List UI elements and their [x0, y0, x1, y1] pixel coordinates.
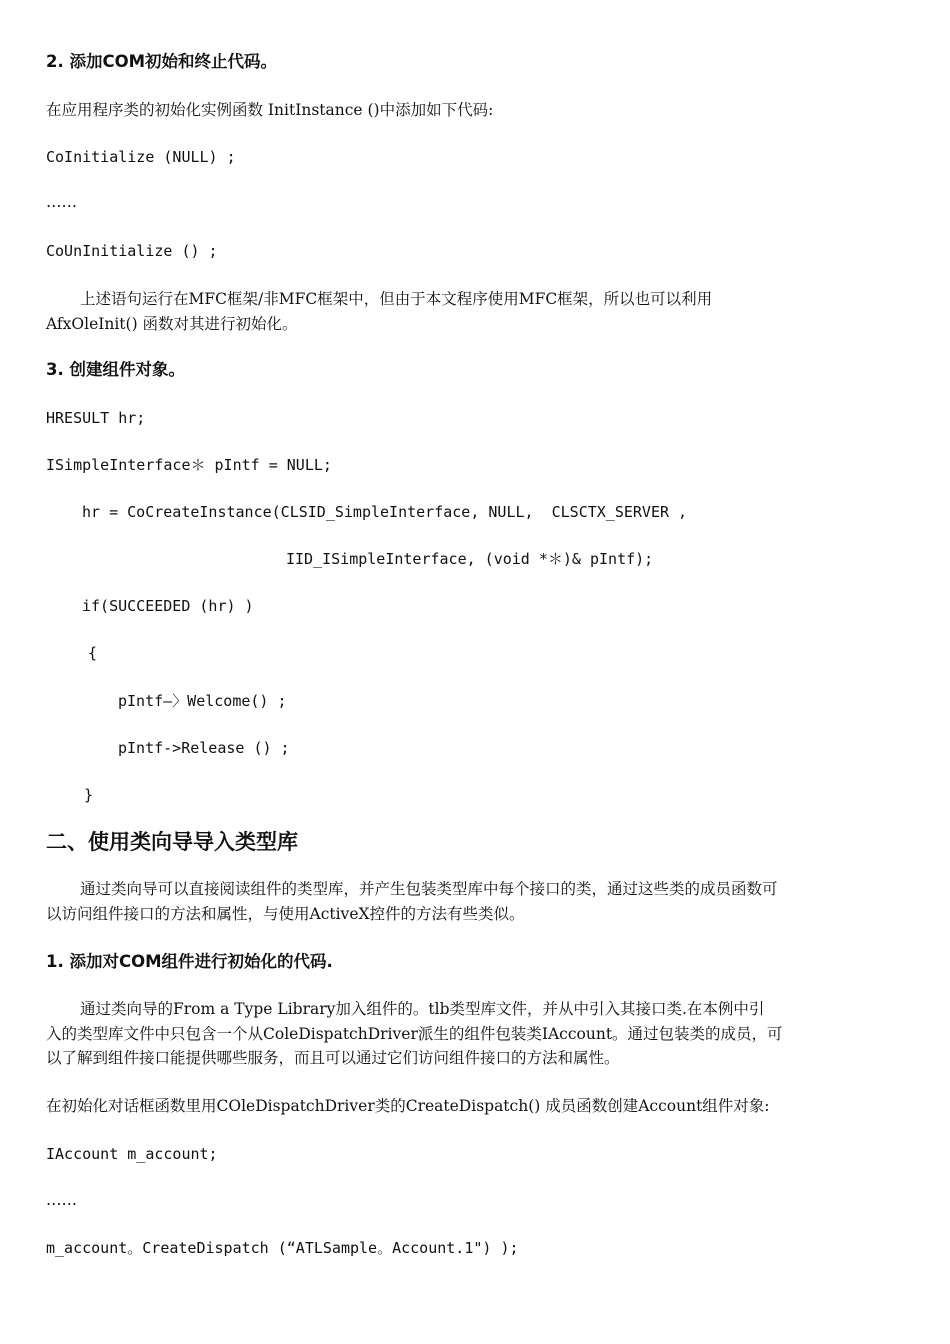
code-cocreateinstance-line-1: hr = CoCreateInstance(CLSID_SimpleInterface, NULL, CLSCTX_SERVER , [82, 503, 688, 521]
paragraph-wizard-line-2: 以访问组件接口的方法和属性，与使用ActiveX控件的方法有些类似。 [46, 905, 525, 923]
ellipsis-line: …… [46, 1191, 77, 1209]
code-coinitialize: CoInitialize (NULL) ; [46, 148, 236, 166]
code-iaccount-declaration: IAccount m_account; [46, 1145, 218, 1163]
section-heading-init-com: 1. 添加对COM组件进行初始化的代码. [46, 952, 333, 971]
section-heading-create-object: 3. 创建组件对象。 [46, 360, 185, 379]
paragraph-add-code-intro: 在应用程序类的初始化实例函数 InitInstance ()中添加如下代码: [46, 101, 494, 119]
code-hresult: HRESULT hr; [46, 409, 146, 427]
paragraph-mfc-line-1: 上述语句运行在MFC框架/非MFC框架中，但由于本文程序使用MFC框架，所以也可以利用 [80, 290, 713, 308]
paragraph-wizard-line-1: 通过类向导可以直接阅读组件的类型库，并产生包装类型库中每个接口的类，通过这些类的成员函数可 [80, 880, 778, 898]
code-release-call: pIntf->Release () ; [118, 739, 290, 757]
paragraph-tlb-line-2: 入的类型库文件中只包含一个从ColeDispatchDriver派生的组件包装类IAccount。通过包装类的成员，可 [46, 1025, 783, 1043]
code-brace-open: { [88, 644, 98, 662]
paragraph-mfc-line-2: AfxOleInit() 函数对其进行初始化。 [46, 315, 298, 333]
code-welcome-call: pIntf—〉Welcome() ; [118, 692, 287, 710]
paragraph-tlb-line-3: 以了解到组件接口能提供哪些服务，而且可以通过它们访问组件接口的方法和属性。 [46, 1049, 620, 1067]
code-pintf-declaration: ISimpleInterface＊ pIntf = NULL; [46, 456, 332, 474]
paragraph-dialog-init: 在初始化对话框函数里用COleDispatchDriver类的CreateDispatch() 成员函数创建Account组件对象: [46, 1097, 770, 1115]
code-couninitialize: CoUnInitialize () ; [46, 242, 218, 260]
section-heading-add-com-init: 2. 添加COM初始和终止代码。 [46, 52, 278, 71]
code-if-succeeded: if(SUCCEEDED (hr) ) [82, 597, 254, 615]
code-cocreateinstance-line-2: IID_ISimpleInterface, (void *＊)& pIntf); [286, 550, 654, 568]
ellipsis-line: …… [46, 193, 77, 211]
paragraph-tlb-line-1: 通过类向导的From a Type Library加入组件的。tlb类型库文件，并从中引入其接口类.在本例中引 [80, 1000, 765, 1018]
code-create-dispatch: m_account。CreateDispatch (“ATLSample。Account.1") ); [46, 1239, 519, 1257]
chapter-heading-class-wizard: 二、使用类向导导入类型库 [46, 830, 298, 854]
code-brace-close: } [84, 786, 94, 804]
